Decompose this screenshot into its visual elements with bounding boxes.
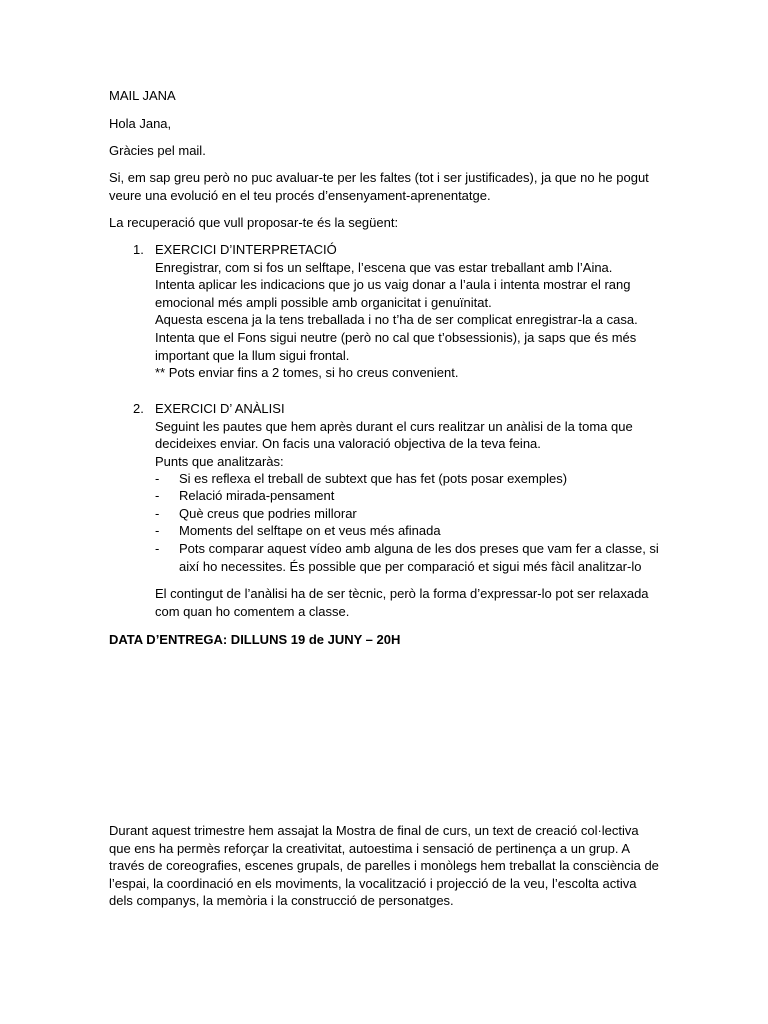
- exercise-1-number: 1.: [133, 242, 144, 257]
- exercise-1-body: [155, 241, 638, 382]
- mail-subject: MAIL JANA: [109, 88, 176, 103]
- summary-line: través de coreografies, escenes grupals, de parelles i monòlegs hem treballat la consciència de: [109, 858, 659, 874]
- closing-line: El contingut de l’anàlisi ha de ser tècnic, però la forma d’expressar-lo pot ser relaxada: [155, 586, 649, 601]
- exercise-2-body: [155, 400, 633, 470]
- analysis-closing-body: [155, 585, 649, 620]
- exercise-1-title: EXERCICI D’INTERPRETACIÓ: [155, 242, 337, 257]
- exercise-2-line: Punts que analitzaràs:: [155, 453, 284, 469]
- bullet-marker: -: [155, 506, 160, 521]
- bullet-text: Moments del selftape on et veus més afinada: [179, 523, 441, 538]
- bullet-item: [109, 540, 659, 576]
- exercise-2-line: Seguint les pautes que hem après durant el curs realitzar un anàlisi de la toma que: [155, 418, 633, 434]
- bullet-marker: -: [155, 488, 160, 503]
- proposal-line: La recuperació que vull proposar-te és la següent:: [109, 215, 399, 230]
- summary-paragraph: [109, 822, 659, 910]
- summary-line: l’espai, la coordinació en els moviments, la vocalització i projecció de la veu, l’escolta activa: [109, 875, 637, 891]
- bullet-marker: -: [155, 523, 160, 538]
- exercise-1-line: important que la llum sigui frontal.: [155, 347, 350, 363]
- exercise-2-title: EXERCICI D’ ANÀLISI: [155, 401, 285, 416]
- bullet-text: Relació mirada-pensament: [179, 488, 335, 503]
- exercise-1-line: Aquesta escena ja la tens treballada i no t’ha de ser complicat enregistrar-la a casa.: [155, 312, 638, 328]
- summary-line: Durant aquest trimestre hem assajat la Mostra de final de curs, un text de creació col·lectiva: [109, 823, 639, 838]
- bullet-marker: -: [155, 541, 160, 556]
- bullet-text-line: així ho necessites. És possible que per comparació et sigui més fàcil analitzar-lo: [179, 558, 642, 574]
- exercise-2-line: decideixes enviar. On facis una valoració objectiva de la teva feina.: [155, 436, 541, 452]
- deadline: DATA D’ENTREGA: DILLUNS 19 de JUNY – 20H: [109, 632, 401, 647]
- exercise-1-line: Intenta aplicar les indicacions que jo us vaig donar a l’aula i intenta mostrar el rang: [155, 277, 631, 293]
- bullet-marker: -: [155, 471, 160, 486]
- bullet-text: Què creus que podries millorar: [179, 506, 357, 521]
- bullet-text: Si es reflexa el treball de subtext que has fet (pots posar exemples): [179, 471, 568, 486]
- intro-paragraph: [109, 169, 649, 204]
- exercise-1-line: emocional més ampli possible amb organicitat i genuïnitat.: [155, 294, 492, 310]
- analysis-closing: [109, 585, 654, 621]
- exercise-2-number: 2.: [133, 401, 144, 416]
- summary-line: dels companys, la memòria i la construcció de personatges.: [109, 893, 454, 909]
- greeting: Hola Jana,: [109, 116, 172, 131]
- exercise-1-line: Enregistrar, com si fos un selftape, l’escena que vas estar treballant amb l’Aina.: [155, 259, 613, 275]
- closing-line: com quan ho comentem a classe.: [155, 603, 350, 619]
- exercise-1-line: ** Pots enviar fins a 2 tomes, si ho creus convenient.: [155, 365, 459, 381]
- bullet-text-line: Pots comparar aquest vídeo amb alguna de les dos preses que vam fer a classe, si: [179, 541, 659, 556]
- summary-line: que ens ha permès reforçar la creativitat, autoestima i sensació de pertinença a un grup. A: [109, 840, 631, 856]
- intro-line: veure una evolució en el teu procés d’ensenyament-aprenentatge.: [109, 187, 491, 203]
- thanks-line: Gràcies pel mail.: [109, 143, 206, 158]
- bullet-text: [179, 540, 659, 575]
- intro-line: Si, em sap greu però no puc avaluar-te per les faltes (tot i ser justificades), ja que no he pogut: [109, 170, 649, 185]
- exercise-1-line: Intenta que el Fons sigui neutre (però no cal que t’obsessionis), ja saps que és més: [155, 329, 637, 345]
